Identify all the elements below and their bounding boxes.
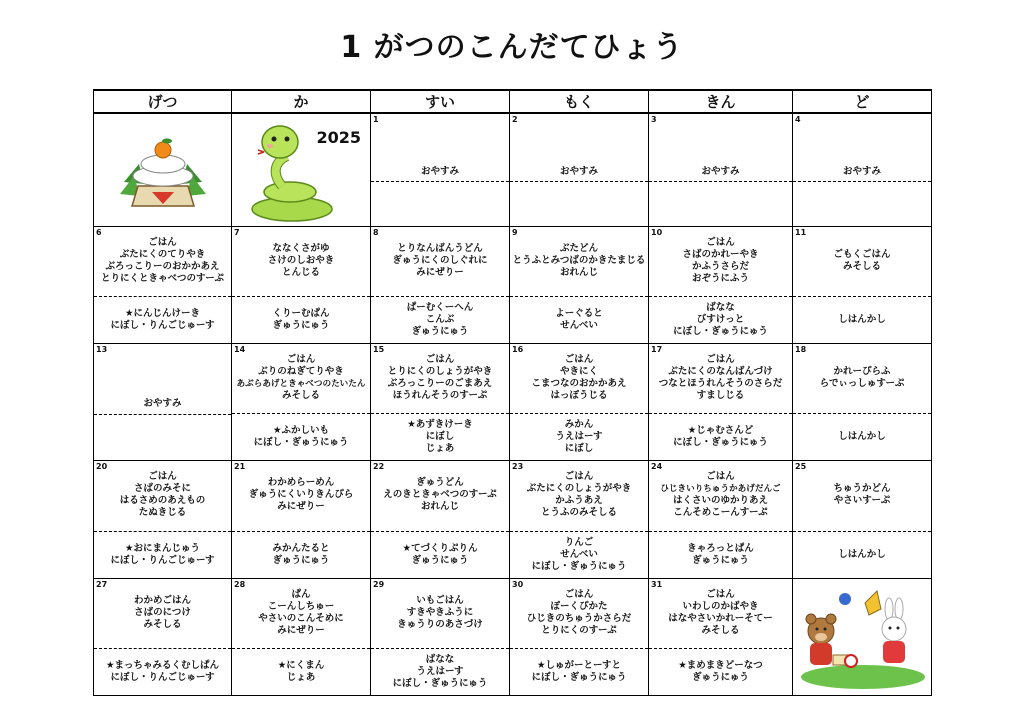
menu-item: おれんじ [559,266,598,278]
day-cell-16 [510,344,649,461]
date-number: 23 [512,462,524,472]
lunch-menu [232,227,370,295]
menu-item: こまつなのおかかあえ [531,378,627,390]
holiday-label: おやすみ [420,165,459,177]
menu-item: ぎゅうどん [416,477,464,489]
snack-item: にぼし・ぎゅうにゅう [673,326,768,338]
menu-item: ななくさがゆ [272,242,330,254]
menu-item: あぶらあげときゃべつのたいたん [236,379,366,390]
menu-item: ひじきいりちゅうかあげだんご [660,484,781,495]
lunch-menu [232,344,370,412]
menu-item: かれーぴらふ [833,366,891,378]
snack-item: ★まめまきどーなつ [678,660,763,671]
snack-item: くりーむぱん [272,308,330,320]
menu-item: ごはん [564,588,594,600]
lunch-menu [510,344,648,412]
lunch-menu [510,461,648,529]
week-row-2 [94,226,932,343]
day-cell-7 [232,226,371,343]
menu-item: ちゅうかどん [833,483,891,495]
snack-item: ぎゅうにゅう [411,326,469,338]
snack-menu [371,296,509,343]
snack-item: ばなな [425,654,455,665]
menu-item: ごはん [286,354,316,366]
menu-item: さばのみそに [133,483,191,495]
date-number: 22 [373,462,385,472]
menu-item: とうふのみそしる [540,507,617,519]
date-number: 28 [234,579,246,589]
snack-item: にぼし・ぎゅうにゅう [673,437,768,449]
lunch-menu [649,461,792,529]
date-number: 2 [512,115,518,125]
day-cell-20 [94,461,232,578]
day-cell-31 [649,578,793,695]
menu-item: みそしる [701,624,740,636]
snack-item: きゃろっとぱん [687,542,754,554]
date-number: 13 [96,345,108,355]
day-cell-15 [371,344,510,461]
snack-item: ★あずきけーき [407,419,473,431]
date-number: 30 [512,579,524,589]
menu-item: いもごはん [416,594,464,606]
menu-item: ぶたどん [559,242,598,254]
day-cell-14 [232,344,371,461]
weekday-header-row [94,90,932,113]
menu-item: ごはん [564,354,594,366]
lunch-menu [510,579,648,647]
snack-menu [232,648,370,695]
holiday-label: おやすみ [143,398,182,410]
page-title: 1 がつのこんだてひょう [340,30,684,65]
day-cell-27 [94,578,232,695]
week-row-4 [94,461,932,578]
lunch-menu [94,227,231,295]
snack-item: にぼし [564,443,594,455]
menu-item: ごはん [706,236,735,248]
menu-item: きゅうりのあさづけ [397,618,483,630]
menu-item: ごもくごはん [833,248,891,260]
day-cell-29 [371,578,510,695]
menu-item: こんそめこーんすーぷ [673,507,768,519]
snack-menu [94,531,231,578]
snack-item: ぎゅうにゅう [272,320,330,332]
menu-item: さけのしおやき [267,254,335,266]
menu-item: ぶりのねぎてりやき [258,366,344,378]
day-cell-8 [371,226,510,343]
snack-menu [793,413,931,460]
holiday-label: おやすみ [559,165,598,177]
date-number: 10 [651,227,663,237]
menu-item: みそしる [281,390,320,402]
day-cell-1 [371,113,510,226]
menu-item: ぶたにくのてりやき [119,248,206,260]
day-cell-25 [793,461,932,578]
lunch-menu [232,461,370,529]
week-row-3 [94,344,932,461]
menu-item: わかめごはん [133,594,191,606]
snack-item: よーぐると [555,308,603,320]
day-cell-decoration-tue [232,113,371,226]
lunch-menu [371,579,509,647]
menu-item: ぎゅうにくのしぐれに [392,254,488,266]
snack-item: じょあ [286,672,316,683]
holiday-label: おやすみ [842,165,881,177]
day-cell-18 [793,344,932,461]
snack-item: うえはーす [555,431,603,443]
menu-item: すきやきふうに [406,606,474,618]
menu-item: ごはん [148,471,177,483]
date-number: 15 [373,345,385,355]
lunch-menu [649,344,792,412]
day-cell-decoration-sat [793,578,932,695]
snack-menu [649,296,792,343]
day-cell-30 [510,578,649,695]
snack-menu [793,531,931,578]
day-cell-28 [232,578,371,695]
date-number: 6 [96,227,102,237]
menu-item: ぶろっこりーのごまあえ [387,378,493,390]
menu-item: いわしのかばやき [682,600,759,612]
weekday-sat: ど [793,90,932,113]
day-cell-24 [649,461,793,578]
snack-menu [371,648,509,695]
menu-item: やさいすーぷ [833,495,891,507]
snack-item: しはんかし [838,314,886,326]
snack-item: ★てづくりぷりん [402,542,478,554]
snack-item: にぼし・ぎゅうにゅう [253,437,349,449]
menu-item: たぬきじる [138,507,187,519]
menu-item: つなとほうれんそうのさらだ [658,378,783,390]
lunch-menu [371,344,509,412]
menu-item: やきにく [559,366,598,378]
menu-item: かふうさらだ [691,260,749,272]
lunch-menu [371,461,509,529]
snack-menu [94,296,231,343]
snack-item: ★にんじんけーき [124,308,201,320]
snack-menu [94,648,231,695]
snack-menu [510,531,648,578]
snack-item: しはんかし [838,431,886,443]
date-number: 14 [234,345,246,355]
snack-menu [371,413,509,460]
lunch-menu [371,227,509,295]
menu-item: はるさめのあえもの [119,495,206,507]
lunch-menu [649,227,792,295]
snack-menu [510,296,648,343]
menu-item: らでぃっしゅすーぷ [819,378,905,390]
menu-item: ぱん [291,588,311,600]
snack-item: うえはーす [416,666,464,677]
menu-item: とりにくのしょうがやき [387,366,493,378]
menu-item: みそしる [143,618,182,630]
menu-item: ぶろっこりーのおかかあえ [105,260,220,272]
snack-menu [510,648,648,695]
day-cell-17 [649,344,793,461]
kagamimochi-icon [94,114,232,227]
date-number: 27 [96,579,108,589]
menu-item: やさいのこんそめに [258,612,344,624]
snack-item: にぼし・りんごじゅーす [110,672,215,683]
date-number: 9 [512,227,518,237]
lunch-menu [510,227,648,295]
snack-item: しはんかし [838,548,886,560]
snack-menu [649,413,792,460]
snack-item: ★まっちゃみるくむしぱん [105,660,220,671]
menu-item: みにぜりー [416,266,464,278]
snack-menu [510,413,648,460]
snack-item: ★しゅがーとーすと [536,660,622,671]
date-number: 20 [96,462,108,472]
day-cell-3 [649,113,793,226]
day-cell-13 [94,344,232,461]
snack-item: ばなな [706,302,735,314]
holiday-label: おやすみ [701,165,740,177]
lunch-menu [793,461,931,529]
menu-item: みにぜりー [277,624,325,636]
year-label: 2025 [313,128,364,147]
menu-item: ごはん [706,471,735,483]
week-row-5 [94,578,932,695]
menu-item: はっぽうじる [550,390,608,402]
date-number: 7 [234,227,240,237]
menu-item: とんじる [281,266,320,278]
snack-item: ★おにまんじゅう [124,542,201,554]
lunch-menu [793,344,931,412]
day-cell-9 [510,226,649,343]
date-number: 4 [795,115,801,125]
snack-item: にぼし・りんごじゅーす [110,320,215,332]
day-cell-22 [371,461,510,578]
snack-item: じょあ [425,443,455,455]
menu-item: ひじきのちゅうかさらだ [526,612,632,624]
weekday-wed: すい [371,90,510,113]
snack-item: ぎゅうにゅう [272,554,330,566]
menu-item: さばのにつけ [134,606,191,618]
menu-item: はくさいのゆかりあえ [672,495,768,507]
menu-item: こーんしちゅー [267,600,335,612]
snack-item: りんご [564,536,594,548]
day-cell-10 [649,226,793,343]
snack-item: こんぶ [425,314,455,326]
snack-item: にぼし・りんごじゅーす [110,554,215,566]
snack-item: せんべい [560,320,598,332]
day-cell-decoration-mon [94,113,232,226]
date-number: 11 [795,227,807,237]
day-cell-21 [232,461,371,578]
snack-item: にぼし・ぎゅうにゅう [531,560,627,572]
date-number: 25 [795,462,807,472]
snack-menu [232,531,370,578]
menu-item: みにぜりー [277,501,325,513]
menu-item: ごはん [425,354,455,366]
menu-item: とうふとみつばのかきたまじる [512,254,646,266]
menu-item: えのきときゃべつのすーぷ [383,489,497,501]
menu-item: ごはん [706,354,735,366]
weekday-tue: か [232,90,371,113]
menu-item: はなやさいかれーそてー [668,612,773,624]
snack-item: みかんたると [272,542,330,554]
menu-item: ごはん [706,588,735,600]
menu-item: ごはん [564,471,594,483]
snack-item: せんべい [560,548,598,560]
menu-item: おれんじ [420,501,459,513]
date-number: 1 [373,115,379,125]
snack-item: にぼし・ぎゅうにゅう [531,672,627,683]
snack-menu [649,648,792,695]
snack-menu [371,531,509,578]
day-cell-2 [510,113,649,226]
menu-item: ぶたにくのしょうがやき [526,483,632,495]
menu-item: かふうあえ [555,495,603,507]
snack-item: ぎゅうにゅう [692,672,749,683]
date-number: 21 [234,462,246,472]
date-number: 8 [373,227,379,237]
snack-menu [232,413,370,460]
menu-item: とりにくのすーぷ [541,624,617,636]
day-cell-6 [94,226,232,343]
week-row-1 [94,113,932,226]
day-cell-23 [510,461,649,578]
snack-item: にぼし [425,431,455,443]
snack-item: ★じゃむさんど [687,425,754,437]
lunch-menu [649,579,792,647]
snack-menu [232,296,370,343]
menu-item: ぎゅうにくいりきんぴら [248,489,354,501]
menu-item: ぶたにくのなんばんづけ [668,366,773,378]
snack-item: ★ふかしいも [272,425,330,437]
menu-item: みそしる [842,260,881,272]
snack-item: みかん [564,419,594,431]
menu-item: わかめらーめん [267,477,335,489]
snack-menu [793,296,931,343]
weekday-mon: げつ [94,90,232,113]
menu-item: ほうれんそうのすーぷ [392,390,488,402]
weekday-thu: もく [510,90,649,113]
snack-item: にぼし・ぎゅうにゅう [392,678,488,689]
snack-menu [649,531,792,578]
menu-item: ぽーくぴかた [550,600,608,612]
date-number: 17 [651,345,663,355]
snack-item: ぎゅうにゅう [411,554,469,566]
date-number: 31 [651,579,663,589]
menu-item: とりにくときゃべつのすーぷ [100,272,225,284]
lunch-menu [94,579,231,647]
menu-item: すましじる [696,390,745,402]
date-number: 3 [651,115,657,125]
day-cell-4 [793,113,932,226]
lunch-menu [94,461,231,529]
menu-item: とりなんばんうどん [397,242,483,254]
date-number: 29 [373,579,385,589]
day-cell-11 [793,226,932,343]
date-number: 16 [512,345,524,355]
date-number: 24 [651,462,663,472]
date-number: 18 [795,345,807,355]
menu-item: さばのかれーやき [682,248,759,260]
lunch-menu [793,227,931,295]
setsubun-animals-icon [793,579,932,696]
menu-calendar [93,89,932,696]
snack-item: ★にくまん [277,660,325,671]
lunch-menu [232,579,370,647]
menu-item: ごはん [148,236,177,248]
menu-item: おぞうにふう [691,272,749,284]
weekday-fri: きん [649,90,793,113]
snack-item: びすけっと [696,314,745,326]
snack-item: ぱーむくーへん [406,302,474,314]
snack-item: ぎゅうにゅう [692,554,749,566]
